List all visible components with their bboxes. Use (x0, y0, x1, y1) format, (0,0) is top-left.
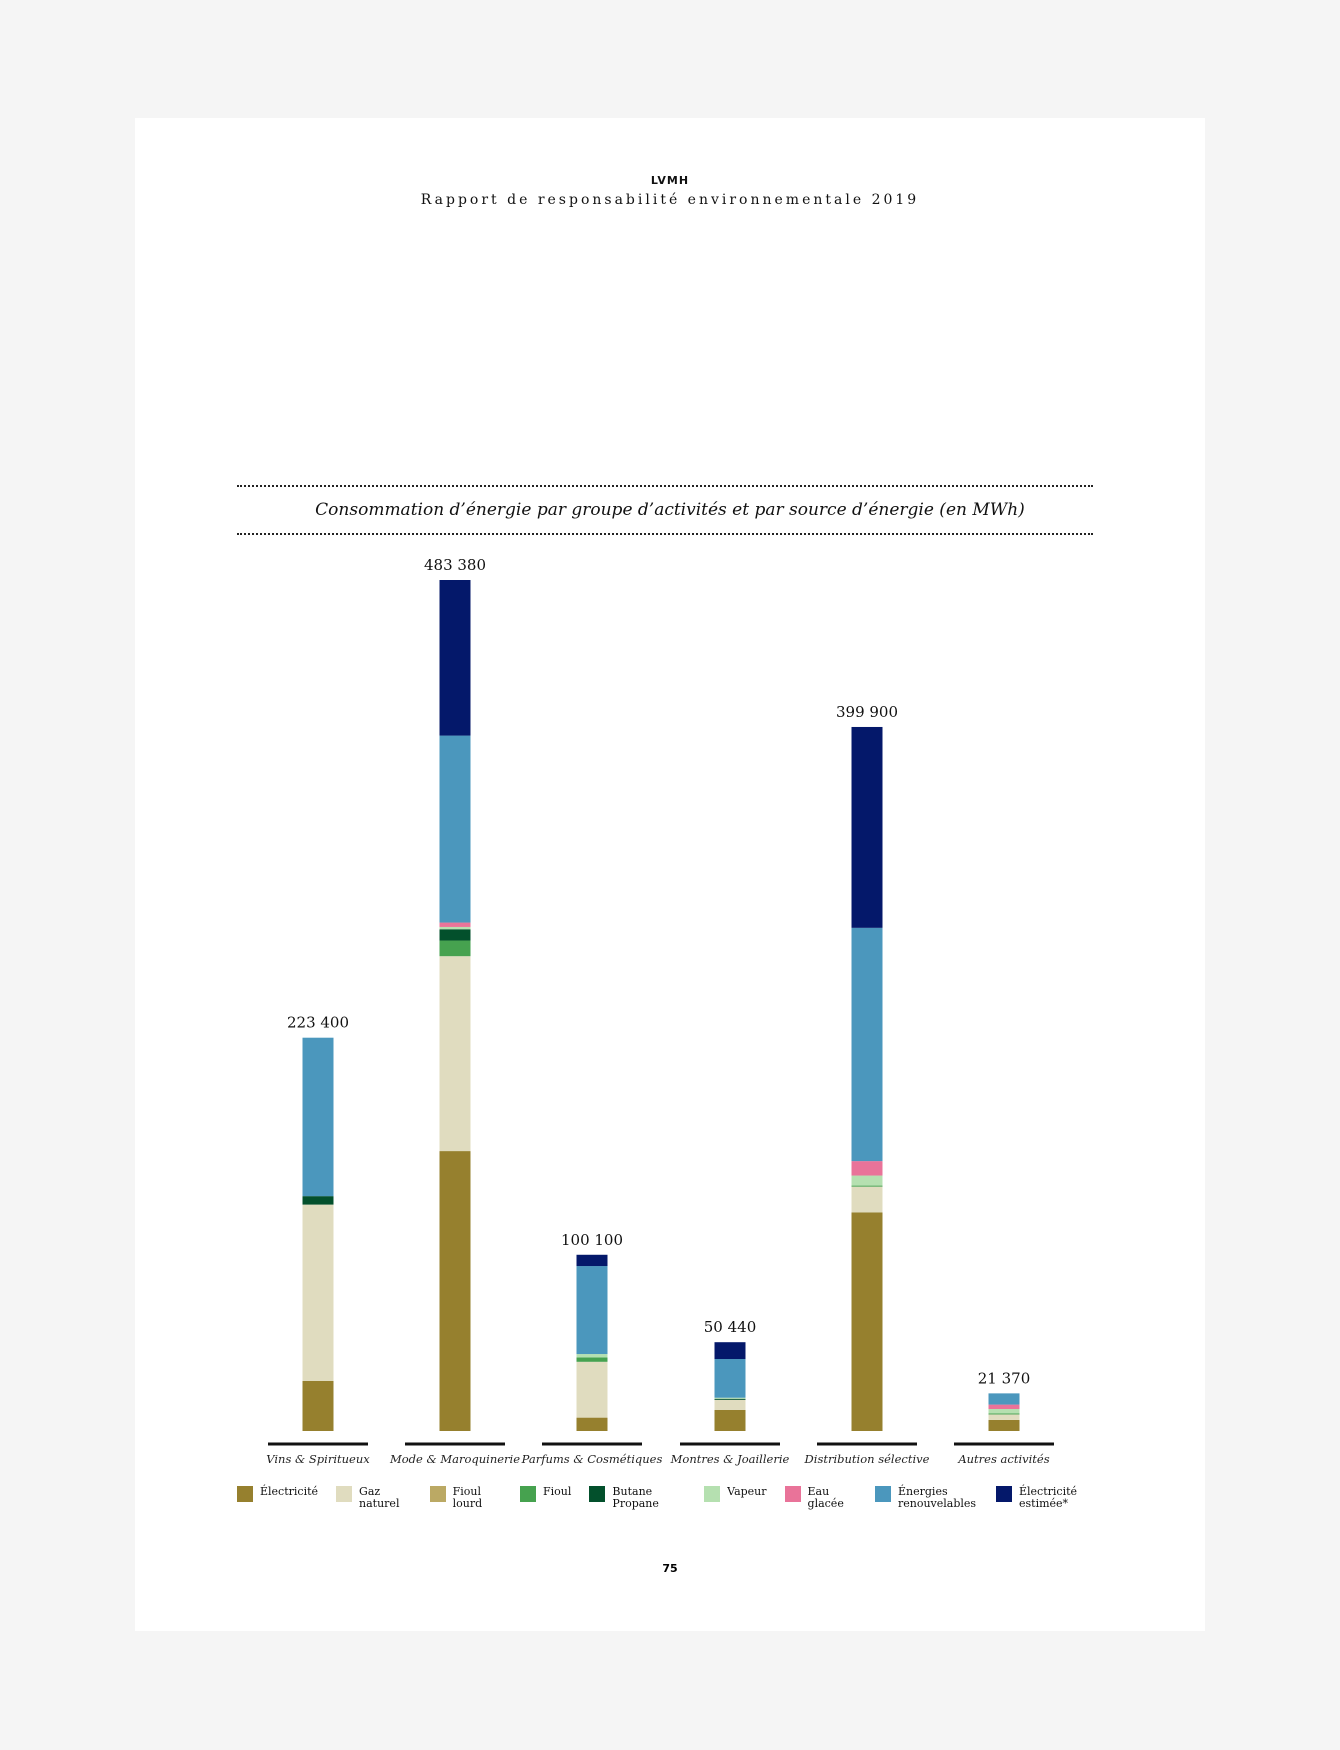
legend-swatch (589, 1486, 605, 1502)
category-label: Montres & Joaillerie (670, 1452, 790, 1466)
legend-label: Électricité estimée* (1019, 1485, 1078, 1510)
bar-segment (715, 1399, 746, 1400)
bar-segment (440, 941, 471, 957)
bar-segment (577, 1266, 608, 1354)
legend-swatch (237, 1486, 253, 1502)
bar-segment (715, 1400, 746, 1410)
page-number: 75 (662, 1562, 678, 1575)
legend-label: Butane Propane (612, 1485, 659, 1510)
total-label: 223 400 (286, 1013, 350, 1032)
total-label: 483 380 (423, 556, 487, 574)
category-label: Vins & Spiritueux (266, 1452, 370, 1466)
bar-segment (852, 1186, 883, 1187)
legend-label: Eau glacée (807, 1485, 844, 1510)
legend-label: Fioul (543, 1485, 572, 1498)
bar-segment (989, 1405, 1020, 1409)
legend-swatch (996, 1486, 1012, 1502)
bar-segment (440, 923, 471, 927)
bar-segment (989, 1393, 1020, 1404)
bar-segment (303, 1038, 334, 1196)
bar-segment (989, 1413, 1020, 1414)
category-label: Mode & Maroquinerie (389, 1452, 521, 1466)
bar-segment (715, 1398, 746, 1399)
legend (237, 1486, 1117, 1510)
bar-segment (577, 1357, 608, 1361)
legend-swatch (875, 1486, 891, 1502)
bar-segment (440, 929, 471, 940)
bar-segment (715, 1359, 746, 1398)
bar-segment (577, 1362, 608, 1418)
bar-segment (852, 1176, 883, 1186)
legend-item (430, 1486, 502, 1510)
total-label: 399 900 (835, 702, 899, 721)
total-label: 21 370 (977, 1369, 1031, 1388)
bar-segment (577, 1255, 608, 1266)
bar-segment (440, 580, 471, 736)
legend-item (785, 1486, 857, 1510)
total-label: 100 100 (560, 1230, 624, 1249)
report-brand: LVMH (650, 174, 690, 187)
legend-swatch (785, 1486, 801, 1502)
chart-title: Consommation d’énergie par groupe d’activités et par source d’énergie (en MWh) (315, 500, 1025, 520)
bar-segment (715, 1342, 746, 1359)
bar-segment (303, 1196, 334, 1204)
bar-segment (303, 1381, 334, 1431)
legend-label: Gaz naturel (359, 1485, 400, 1510)
bar-segment (577, 1354, 608, 1357)
legend-swatch (520, 1486, 536, 1502)
bar-segment (577, 1418, 608, 1431)
bar-segment (303, 1205, 334, 1381)
legend-item (875, 1486, 978, 1510)
legend-item (704, 1486, 766, 1510)
legend-label: Fioul lourd (452, 1485, 483, 1510)
bar-segment (440, 1151, 471, 1431)
legend-item (589, 1486, 686, 1510)
bar-segment (852, 928, 883, 1161)
bar-segment (852, 727, 883, 928)
legend-item (336, 1486, 412, 1510)
bar-segment (852, 1212, 883, 1431)
legend-item (520, 1486, 571, 1510)
bar-segment (852, 1187, 883, 1213)
bar-segment (715, 1410, 746, 1431)
legend-item (996, 1486, 1099, 1510)
bar-segment (852, 1161, 883, 1175)
legend-item (237, 1486, 318, 1510)
legend-label: Électricité (260, 1485, 319, 1498)
total-label: 50 440 (703, 1318, 757, 1337)
category-label: Parfums & Cosmétiques (521, 1452, 663, 1466)
bar-segment (989, 1409, 1020, 1413)
legend-swatch (430, 1486, 446, 1502)
legend-swatch (336, 1486, 352, 1502)
legend-swatch (704, 1486, 720, 1502)
legend-label: Énergies renouvelables (898, 1485, 977, 1510)
legend-label: Vapeur (727, 1485, 767, 1498)
category-label: Autres activités (958, 1452, 1050, 1466)
report-subtitle: Rapport de responsabilité environnementale 2019 (420, 192, 920, 208)
bar-segment (440, 736, 471, 923)
bar-segment (989, 1420, 1020, 1431)
category-label: Distribution sélective (804, 1452, 930, 1466)
bar-segment (440, 956, 471, 1151)
bar-segment (989, 1414, 1020, 1419)
bar-segment (440, 927, 471, 929)
